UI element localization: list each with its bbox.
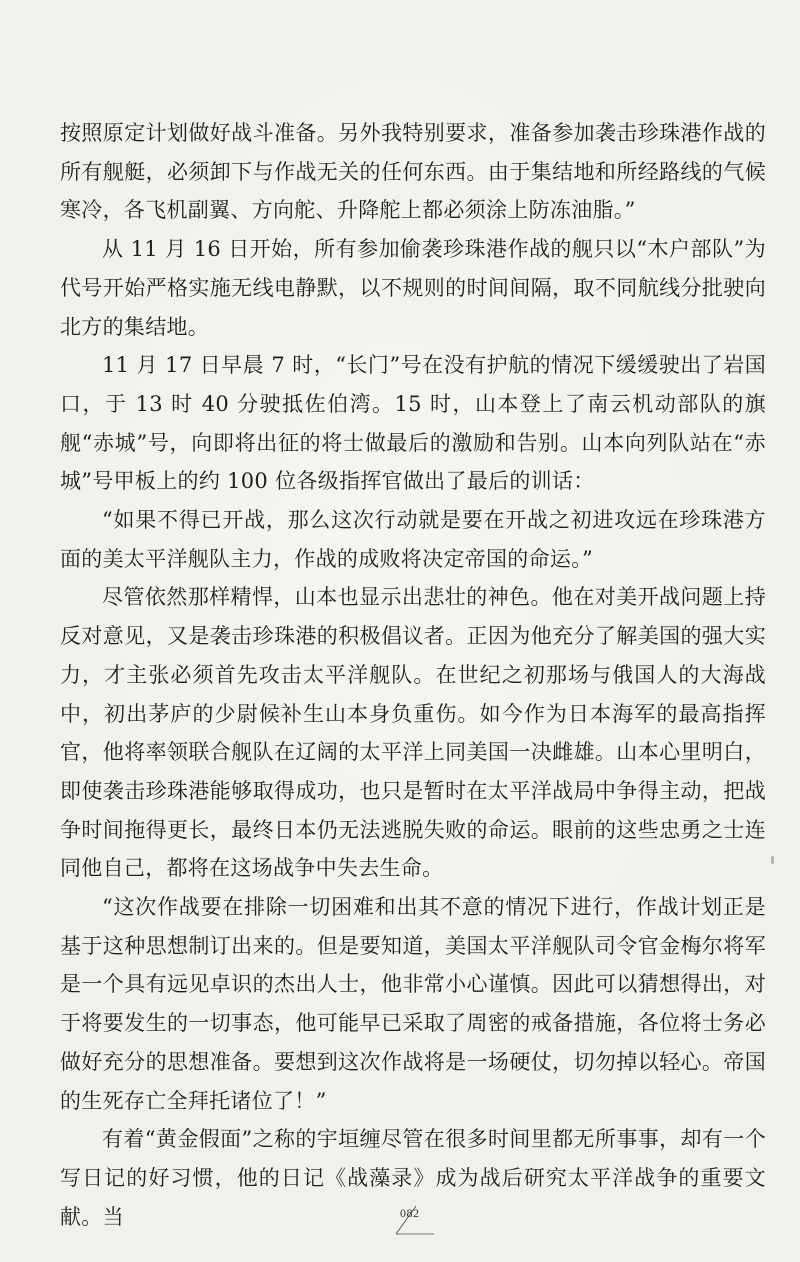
body-text: [60, 114, 766, 1236]
paper-speck: [771, 856, 774, 864]
paragraph: 11 月 17 日早晨 7 时，“长门”号在没有护航的情况下缓缓驶出了岩国口，于 13 时 40 分驶抵佐伯湾。15 时，山本登上了南云机动部队的旗舰“赤城”号，向即将出征的将士做最后的激励和告别。山本向列队站在“赤城”号甲板上的约 100 位各级指挥官做出了最后的训话：: [60, 353, 766, 494]
page-footer: [388, 1204, 436, 1244]
paragraph: 有着“黄金假面”之称的宇垣缠尽管在很多时间里都无所事事，却有一个写日记的好习惯，他的日记《战藻录》成为战后研究太平洋战争的重要文献。当: [60, 1127, 766, 1229]
paragraph: 按照原定计划做好战斗准备。另外我特别要求，准备参加袭击珍珠港作战的所有舰艇，必须卸下与作战无关的任何东西。由于集结地和所经路线的气候寒冷，各飞机副翼、方向舵、升降舵上都必须涂上防冻油脂。”: [60, 121, 766, 223]
paragraph: “这次作战要在排除一切困难和出其不意的情况下进行，作战计划正是基于这种思想制订出来的。但是要知道，美国太平洋舰队司令官金梅尔将军是一个具有远见卓识的杰出人士，他非常小心谨慎。因此可以猜想得出，对于将要发生的一切事态，他可能早已采取了周密的戒备措施，各位将士务必做好充分的思想准备。要想到这次作战将是一场硬仗，切勿掉以轻心。帝国的生死存亡全拜托诸位了！”: [60, 895, 766, 1113]
paragraph: 从 11 月 16 日开始，所有参加偷袭珍珠港作战的舰只以“木户部队”为代号开始严格实施无线电静默，以不规则的时间间隔，取不同航线分批驶向北方的集结地。: [60, 237, 766, 339]
paragraph: 尽管依然那样精悍，山本也显示出悲壮的神色。他在对美开战问题上持反对意见，又是袭击珍珠港的积极倡议者。正因为他充分了解美国的强大实力，才主张必须首先攻击太平洋舰队。在世纪之初那场与俄国人的大海战中，初出茅庐的少尉候补生山本身负重伤。如今作为日本海军的最高指挥官，他将率领联合舰队在辽阔的太平洋上同美国一决雌雄。山本心里明白，即使袭击珍珠港能够取得成功，也只是暂时在太平洋战局中争得主动，把战争时间拖得更长，最终日本仍无法逃脱失败的命运。眼前的这些忠勇之士连同他自己，都将在这场战争中失去生命。: [60, 585, 766, 881]
page-number: 082: [400, 1206, 420, 1220]
paragraph: “如果不得已开战，那么这次行动就是要在开战之初进攻远在珍珠港方面的美太平洋舰队主力，作战的成败将决定帝国的命运。”: [60, 508, 766, 571]
